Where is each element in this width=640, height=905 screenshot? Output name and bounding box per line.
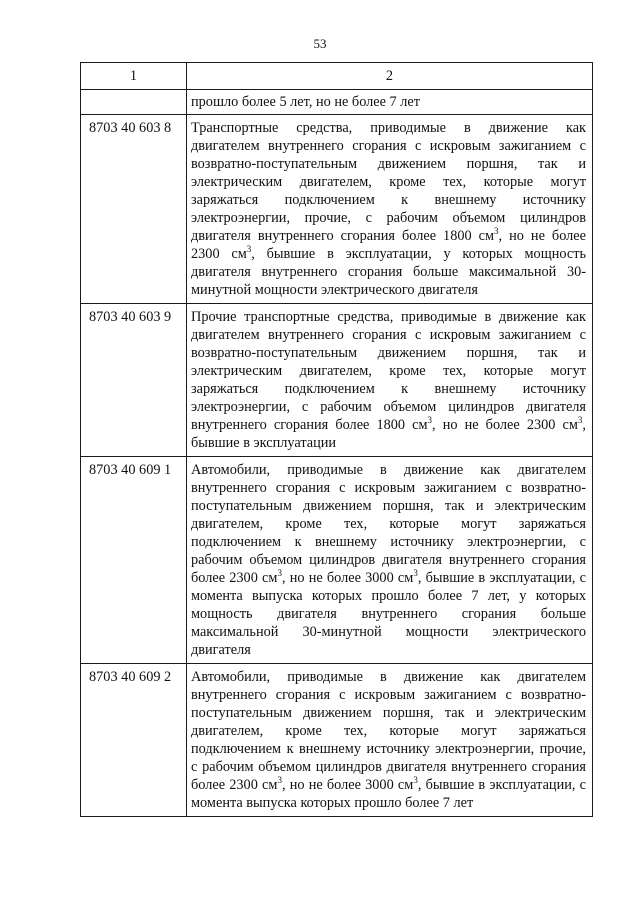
table-row: [81, 664, 593, 817]
table-row: [81, 115, 593, 304]
column-1-header: 1: [81, 63, 187, 90]
table-header-row: [81, 63, 593, 90]
description-part: , бывшие в эксплуатации: [191, 417, 586, 451]
tariff-code: 8703 40 609 1: [81, 457, 187, 664]
cubic-superscript: 3: [277, 775, 282, 785]
description-part: , бывшие в эксплуатации, с момента выпуска которых прошло более 7 лет: [191, 777, 586, 811]
cubic-superscript: 3: [494, 226, 499, 236]
description-part: Прочие транспортные средства, приводимые в движение как двигателем внутреннего сгорания с искровым зажиганием с возвратно-поступательным движением поршня, так и электрическим двигателем, кроме тех, которые могут заряжаться подключением к внешнему источнику электроэнергии, с рабочим объемом цилиндров двигателя внутреннего сгорания более 1800 см: [191, 309, 586, 433]
continuation-code-cell: [81, 90, 187, 115]
description-part: , но не более 2300 см: [191, 228, 586, 262]
tariff-description: [187, 664, 593, 817]
cubic-superscript: 3: [413, 775, 418, 785]
table-row: [81, 304, 593, 457]
cubic-superscript: 3: [427, 415, 433, 425]
table-row: [81, 457, 593, 664]
cubic-superscript: 3: [277, 568, 282, 578]
description-part: , но не более 2300 см: [432, 417, 578, 433]
description-part: Транспортные средства, приводимые в движение как двигателем внутреннего сгорания с искровым зажиганием с возвратно-поступательным движением поршня, так и электрическим двигателем, кроме тех, которые могут заряжаться подключением к внешнему источнику электроэнергии, прочие, с рабочим объемом цилиндров двигателя внутреннего сгорания более 1800 см: [191, 120, 586, 244]
page-number: 53: [313, 36, 327, 51]
tariff-description: [187, 304, 593, 457]
tariff-table: [80, 62, 593, 817]
description-part: , бывшие в эксплуатации, с момента выпуска которых прошло более 7 лет, у которых мощность двигателя внутреннего сгорания больше максимальной 30-минутной мощности электрического двигателя: [191, 570, 586, 658]
continuation-text: прошло более 5 лет, но не более 7 лет: [187, 90, 593, 115]
description-part: , бывшие в эксплуатации, у которых мощность двигателя внутреннего сгорания больше максимальной 30-минутной мощности электрического двигателя: [191, 246, 586, 298]
tariff-description: [187, 115, 593, 304]
tariff-code: 8703 40 603 8: [81, 115, 187, 304]
column-2-header: 2: [187, 63, 593, 90]
description-part: Автомобили, приводимые в движение как двигателем внутреннего сгорания с искровым зажиганием с возвратно-поступательным движением поршня, так и электрическим двигателем, кроме тех, которые могут заряжаться подключением к внешнему источнику электроэнергии, с рабочим объемом цилиндров двигателя внутреннего сгорания более 2300 см: [191, 462, 586, 586]
continuation-row: [81, 90, 593, 115]
description-part: , но не более 3000 см: [281, 777, 414, 793]
cubic-superscript: 3: [246, 244, 252, 254]
description-part: Автомобили, приводимые в движение как двигателем внутреннего сгорания с искровым зажиганием с возвратно-поступательным движением поршня, так и электрическим двигателем, кроме тех, которые могут заряжаться подключением к внешнему источнику электроэнергии, прочие, с рабочим объемом цилиндров двигателя внутреннего сгорания более 2300 см: [191, 669, 586, 793]
tariff-code: 8703 40 609 2: [81, 664, 187, 817]
description-part: , но не более 3000 см: [281, 570, 414, 586]
cubic-superscript: 3: [413, 568, 418, 578]
tariff-code: 8703 40 603 9: [81, 304, 187, 457]
cubic-superscript: 3: [577, 415, 583, 425]
tariff-description: [187, 457, 593, 664]
